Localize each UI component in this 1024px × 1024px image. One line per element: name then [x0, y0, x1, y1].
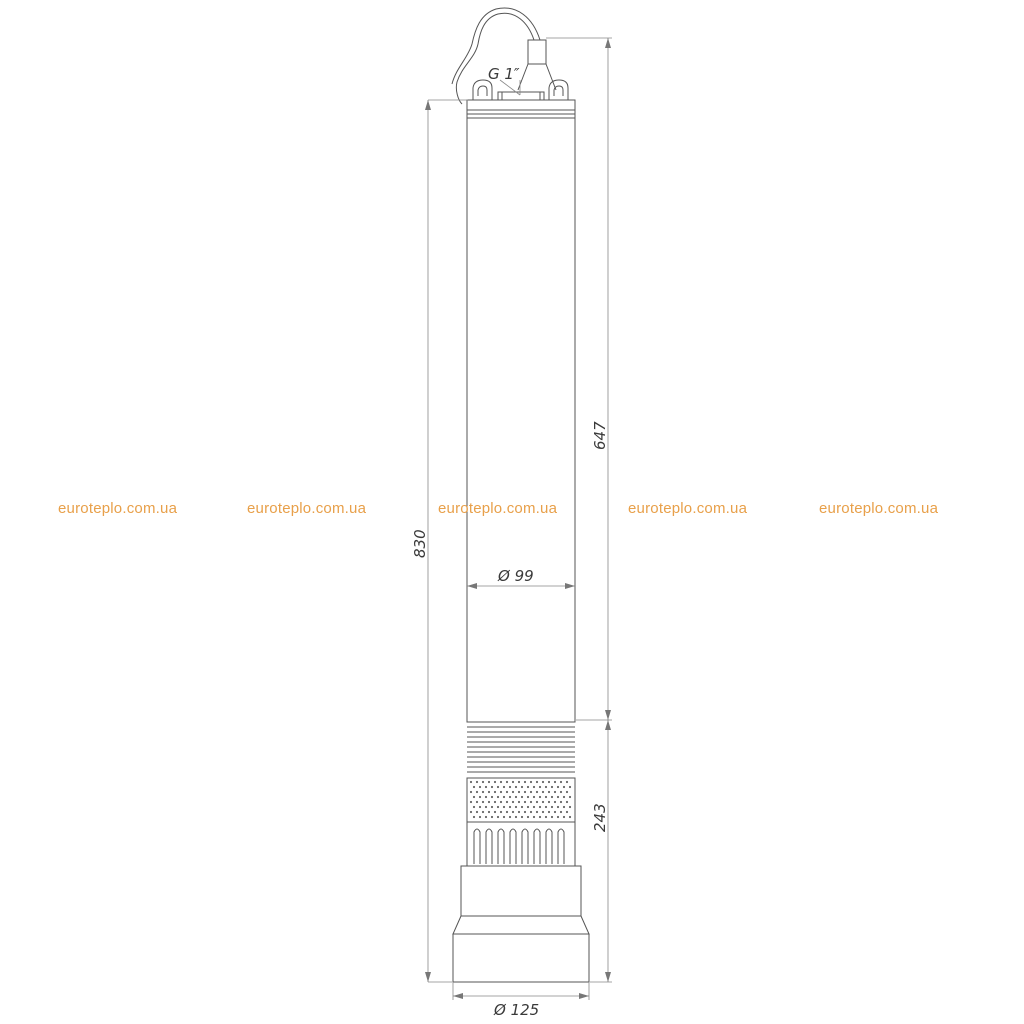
power-cable [456, 13, 534, 104]
body-diameter-label: Ø 99 [498, 567, 534, 585]
outlet-thread [498, 92, 544, 100]
thread-label: G 1″ [488, 65, 520, 83]
motor-length-label: 647 [591, 421, 609, 450]
watermark-4: euroteplo.com.ua [628, 500, 748, 517]
watermark-3: euroteplo.com.ua [438, 500, 558, 517]
base-taper [453, 916, 589, 934]
cable-outlet [518, 40, 556, 90]
base-diameter-label: Ø 125 [494, 1001, 540, 1019]
lifting-lug-left [473, 80, 492, 100]
top-cap [467, 100, 575, 110]
watermark-1: euroteplo.com.ua [58, 500, 178, 517]
base-section [453, 934, 589, 982]
threaded-section [467, 722, 575, 772]
lifting-lug-right [549, 80, 568, 100]
fluted-section [467, 822, 575, 866]
motor-body [467, 110, 575, 722]
watermark-5: euroteplo.com.ua [819, 500, 939, 517]
motor-housing [461, 866, 581, 916]
intake-strainer [467, 778, 575, 822]
watermark-2: euroteplo.com.ua [247, 500, 367, 517]
overall-height-label: 830 [411, 529, 429, 558]
pump-length-label: 243 [591, 803, 609, 832]
